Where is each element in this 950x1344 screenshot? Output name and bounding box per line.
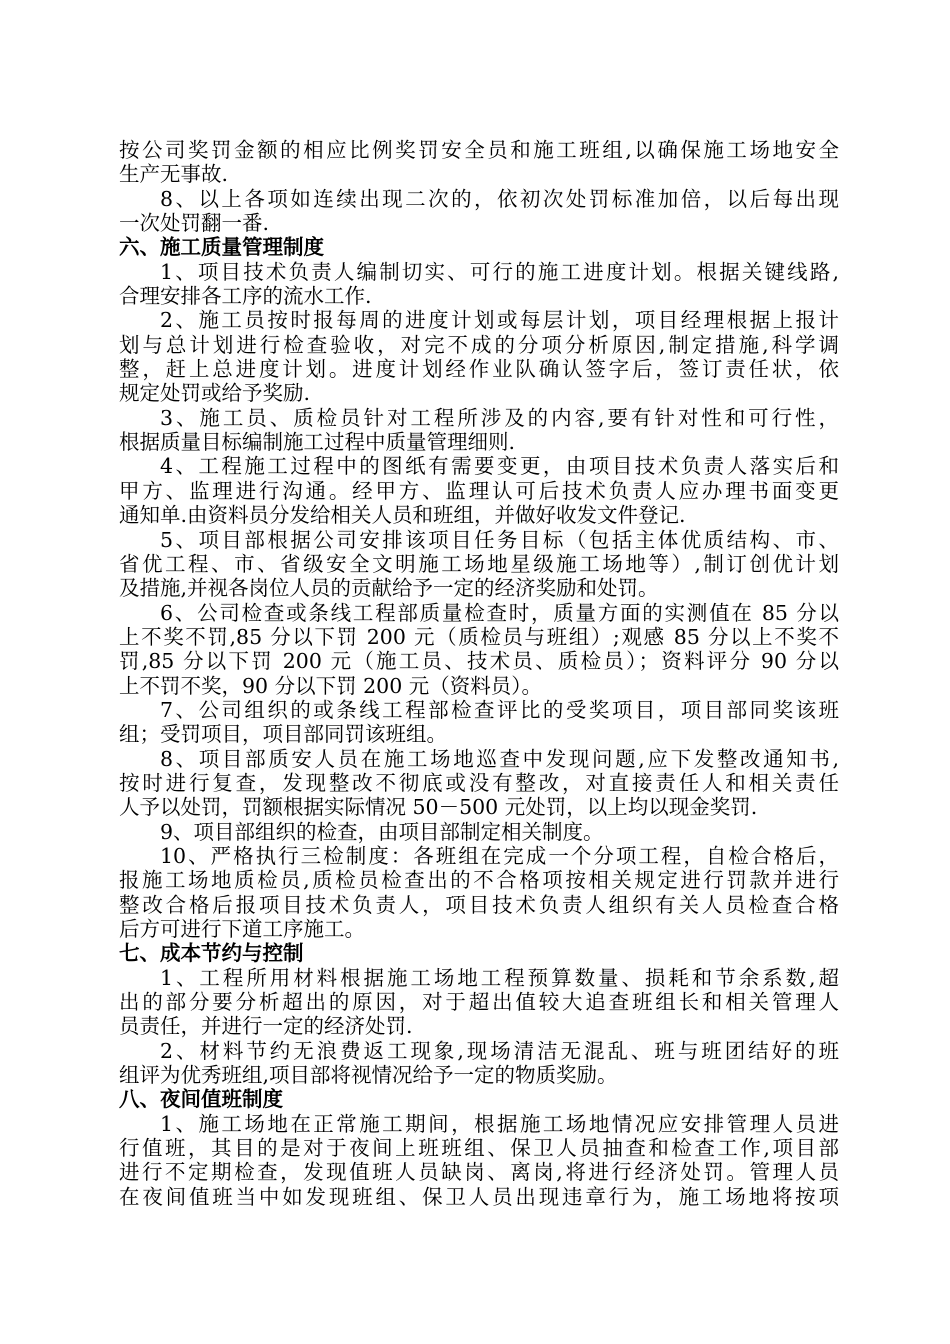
text-line: 生产无事故.: [119, 162, 229, 187]
text-line: 报施工场地质检员,质检员检查出的不合格项按相关规定进行罚款并进行: [119, 868, 839, 893]
text-line: 行值班，其目的是对于夜间上班班组、保卫人员抽查和检查工作,项目部: [119, 1136, 839, 1161]
text-line: 8、项目部质安人员在施工场地巡查中发现问题,应下发整改通知书,: [160, 746, 839, 771]
text-line: 合理安排各工序的流水工作.: [119, 284, 372, 309]
text-line: 按公司奖罚金额的相应比例奖罚安全员和施工班组,以确保施工场地安全: [119, 138, 839, 162]
text-line: 1、项目技术负责人编制切实、可行的施工进度计划。根据关键线路,: [160, 259, 839, 284]
document-page: [119, 138, 839, 1209]
section-heading: 六、施工质量管理制度: [119, 235, 324, 260]
text-line: 甲方、监理进行沟通。经甲方、监理认可后技术负责人应办理书面变更: [119, 478, 839, 503]
text-line: 10、严格执行三检制度：各班组在完成一个分项工程，自检合格后，: [160, 843, 839, 868]
text-line: 及措施,并视各岗位人员的贡献给予一定的经济奖励和处罚。: [119, 576, 659, 601]
text-line: 上不罚不奖，90 分以下罚 200 元（资料员）。: [119, 673, 543, 698]
section-heading: 八、夜间值班制度: [119, 1087, 283, 1112]
text-line: 划与总计划进行检查验收，对完不成的分项分析原因,制定措施,科学调: [119, 332, 839, 357]
text-line: 4、工程施工过程中的图纸有需要变更，由项目技术负责人落实后和: [160, 454, 839, 479]
text-line: 按时进行复查，发现整改不彻底或没有整改，对直接责任人和相关责任: [119, 770, 839, 795]
text-line: 7、公司组织的或条线工程部检查评比的受奖项目，项目部同奖该班: [160, 697, 839, 722]
text-line: 1、工程所用材料根据施工场地工程预算数量、损耗和节余系数,超: [160, 965, 839, 990]
text-line: 组评为优秀班组,项目部将视情况给予一定的物质奖励。: [119, 1063, 618, 1088]
text-line: 省优工程、市、省级安全文明施工场地星级施工场地等）,制订创优计划: [119, 551, 839, 576]
text-line: 根据质量目标编制施工过程中质量管理细则.: [119, 430, 516, 455]
text-line: 2、施工员按时报每周的进度计划或每层计划，项目经理根据上报计: [160, 308, 839, 333]
section-heading: 七、成本节约与控制: [119, 941, 304, 966]
text-line: 通知单.由资料员分发给相关人员和班组，并做好收发文件登记.: [119, 503, 686, 528]
text-line: 上不奖不罚,85 分以下罚 200 元（质检员与班组）;观感 85 分以上不奖不: [119, 624, 839, 649]
text-line: 进行不定期检查，发现值班人员缺岗、离岗,将进行经济处罚。管理人员: [119, 1160, 839, 1185]
text-line: 5、项目部根据公司安排该项目任务目标（包括主体优质结构、市、: [160, 527, 839, 552]
text-line: 3、施工员、质检员针对工程所涉及的内容,要有针对性和可行性，: [160, 405, 839, 430]
text-line: 9、项目部组织的检查，由项目部制定相关制度。: [160, 819, 604, 844]
text-line: 整改合格后报项目技术负责人，项目技术负责人组织有关人员检查合格: [119, 892, 839, 917]
text-line: 出的部分要分析超出的原因，对于超出值较大追查班组长和相关管理人: [119, 990, 839, 1015]
text-line: 2、材料节约无浪费返工现象,现场清洁无混乱、班与班团结好的班: [160, 1038, 839, 1063]
text-line: 在夜间值班当中如发现班组、保卫人员出现违章行为，施工场地将按项: [119, 1184, 839, 1209]
text-line: 一次处罚翻一番.: [119, 211, 270, 236]
text-line: 6、公司检查或条线工程部质量检查时，质量方面的实测值在 85 分以: [160, 600, 839, 625]
text-line: 员责任，并进行一定的经济处罚.: [119, 1014, 413, 1039]
text-line: 罚,85 分以下罚 200 元（施工员、技术员、质检员）；资料评分 90 分以: [119, 649, 839, 674]
text-line: 规定处罚或给予奖励.: [119, 381, 311, 406]
text-line: 人予以处罚，罚额根据实际情况 50－500 元处罚，以上均以现金奖罚.: [119, 795, 758, 820]
text-line: 8、以上各项如连续出现二次的，依初次处罚标准加倍，以后每出现: [160, 186, 839, 211]
text-line: 后方可进行下道工序施工。: [119, 917, 365, 941]
text-line: 整，赶上总进度计划。进度计划经作业队确认签字后，签订责任状，依: [119, 357, 839, 382]
text-line: 1、施工场地在正常施工期间，根据施工场地情况应安排管理人员进: [160, 1111, 839, 1136]
text-line: 组；受罚项目，项目部同罚该班组。: [119, 722, 447, 747]
